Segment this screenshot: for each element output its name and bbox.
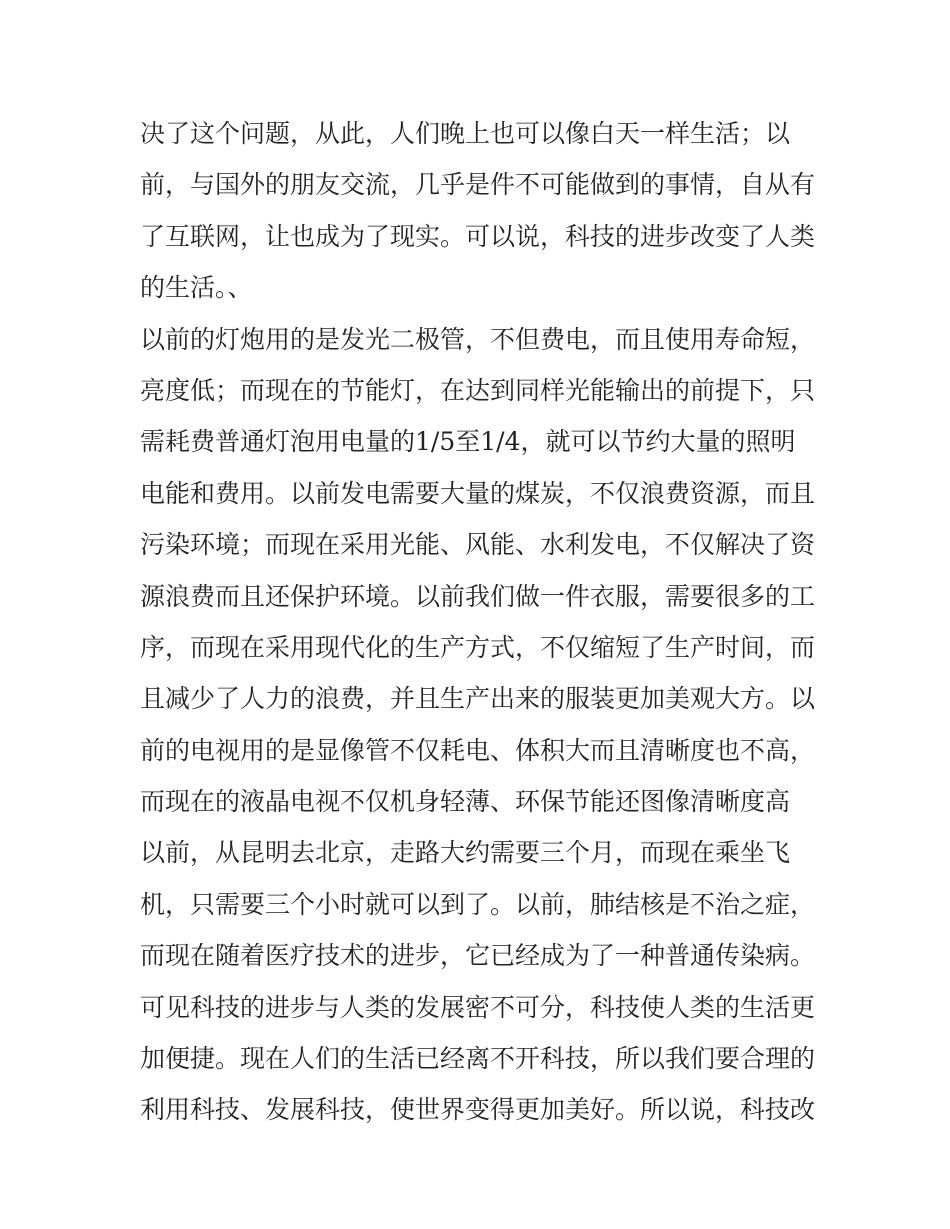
text-line: 序，而现在采用现代化的生产方式，不仅缩短了生产时间，而 [140,632,816,662]
text-line: 可见科技的进步与人类的发展密不可分，科技使人类的生活更 [140,992,816,1022]
text-line: 需耗费普通灯泡用电量的1/5至1/4，就可以节约大量的照明 [140,427,796,457]
text-line: 的生活。、 [140,273,253,303]
text-line: 污染环境；而现在采用光能、风能、水利发电，不仅解决了资 [140,530,816,560]
text-line: 以前，从昆明去北京，走路大约需要三个月，而现在乘坐飞 [140,838,791,868]
text-line: 决了这个问题，从此，人们晚上也可以像白天一样生活；以 [140,119,791,148]
text-line: 源浪费而且还保护环境。以前我们做一件衣服，需要很多的工 [140,581,816,611]
text-line: 而现在的液晶电视不仅机身轻薄、环保节能还图像清晰度高 [140,787,791,817]
text-line: 而现在随着医疗技术的进步，它已经成为了一种普通传染病。 [140,941,816,971]
text-line: 前的电视用的是显像管不仅耗电、体积大而且清晰度也不高， [140,735,816,765]
text-line: 前，与国外的朋友交流，几乎是件不可能做到的事情，自从有 [140,170,816,200]
text-line: 利用科技、发展科技，使世界变得更加美好。所以说，科技改 [140,1095,816,1125]
text-line: 了互联网，让也成为了现实。可以说，科技的进步改变了人类 [140,221,816,251]
text-line: 以前的灯炮用的是发光二极管，不但费电，而且使用寿命短， [140,324,816,354]
text-line: 机，只需要三个小时就可以到了。以前，肺结核是不治之症， [140,889,816,919]
text-line: 加便捷。现在人们的生活已经离不开科技，所以我们要合理的 [140,1044,816,1074]
body-text [140,108,820,1136]
text-line: 且减少了人力的浪费，并且生产出来的服装更加美观大方。以 [140,684,816,714]
text-line: 电能和费用。以前发电需要大量的煤炭，不仅浪费资源，而且 [140,478,816,508]
text-line: 亮度低；而现在的节能灯，在达到同样光能输出的前提下，只 [140,375,816,405]
